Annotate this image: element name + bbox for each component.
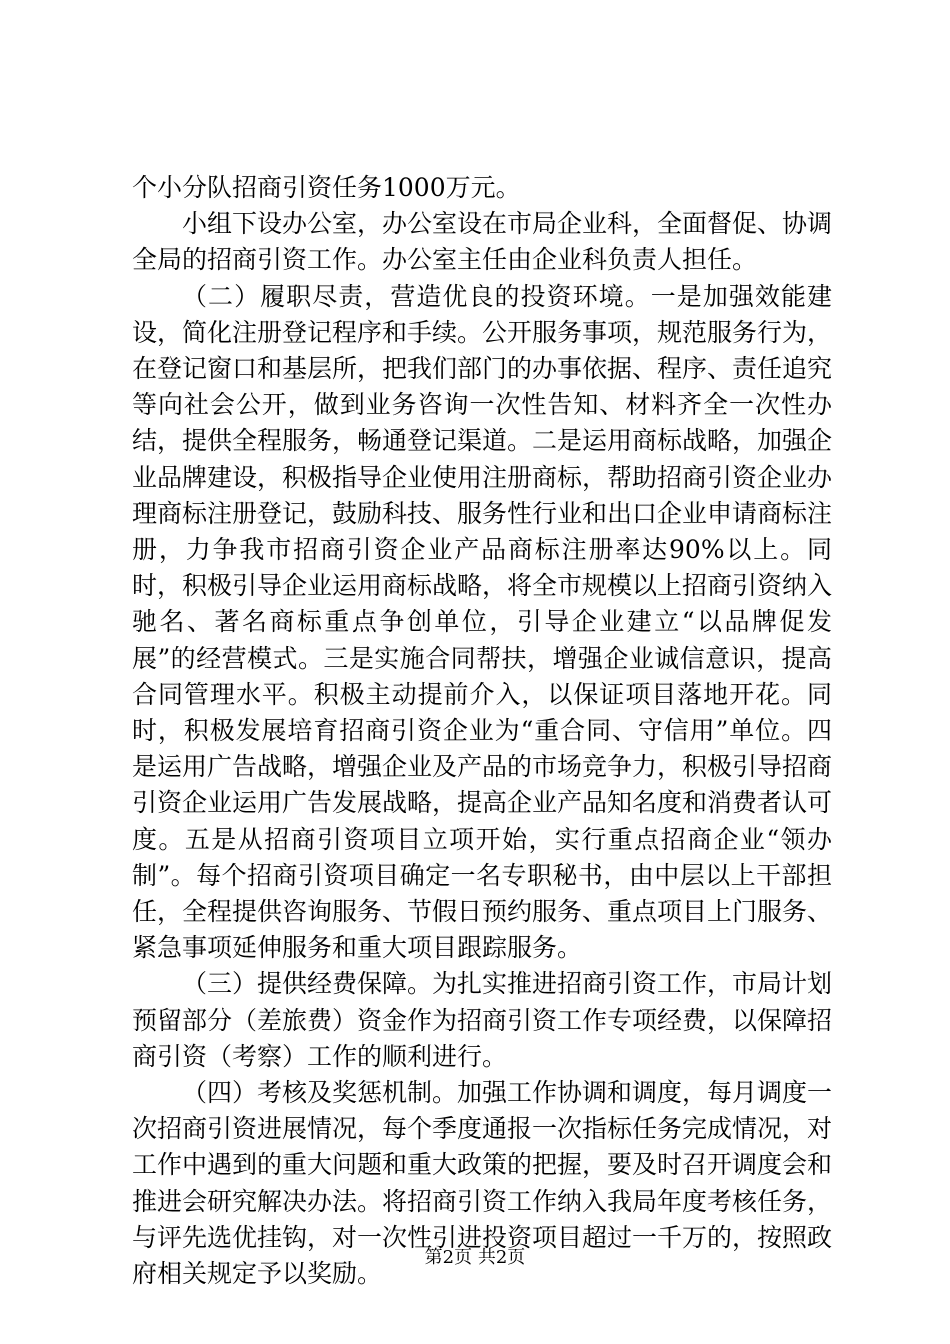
document-body [132, 170, 832, 1292]
page-number-footer: 第2页 共2页 [424, 1247, 526, 1268]
paragraph-section-four: （四）考核及奖惩机制。加强工作协调和调度，每月调度一次招商引资进展情况，每个季度通报一次指标任务完成情况，对工作中遇到的重大问题和重大政策的把握，要及时召开调度会和推进会研究解决办法。将招商引资工作纳入我局年度考核任务，与评先选优挂钩，对一次性引进投资项目超过一千万的，按照政府相关规定予以奖励。 [132, 1078, 833, 1289]
paragraph-section-two: （二）履职尽责，营造优良的投资环境。一是加强效能建设，简化注册登记程序和手续。公开服务事项，规范服务行为，在登记窗口和基层所，把我们部门的办事依据、程序、责任追究等向社会公开，做到业务咨询一次性告知、材料齐全一次性办结，提供全程服务，畅通登记渠道。二是运用商标战略，加强企业品牌建设，积极指导企业使用注册商标，帮助招商引资企业办理商标注册登记，鼓励科技、服务性行业和出口企业申请商标注册，力争我市招商引资企业产品商标注册率达90%以上。同时，积极引导企业运用商标战略，将全市规模以上招商引资纳入驰名、著名商标重点争创单位，引导企业建立“以品牌促发展”的经营模式。三是实施合同帮扶，增强企业诚信意识，提高合同管理水平。积极主动提前介入，以保证项目落地开花。同时，积极发展培育招商引资企业为“重合同、守信用”单位。四是运用广告战略，增强企业及产品的市场竞争力，积极引导招商引资企业运用广告发展战略，提高企业产品知名度和消费者认可度。五是从招商引资项目立项开始，实行重点招商企业“领办制”。每个招商引资项目确定一名专职秘书，由中层以上干部担任，全程提供咨询服务、节假日预约服务、重点项目上门服务、紧急事项延伸服务和重大项目跟踪服务。 [132, 281, 833, 963]
paragraph-office-setup: 小组下设办公室，办公室设在市局企业科，全面督促、协调全局的招商引资工作。办公室主任由企业科负责人担任。 [132, 209, 833, 275]
paragraph-section-three: （三）提供经费保障。为扎实推进招商引资工作，市局计划预留部分（差旅费）资金作为招商引资工作专项经费，以保障招商引资（考察）工作的顺利进行。 [132, 969, 833, 1071]
paragraph-continuation: 个小分队招商引资任务1000万元。 [132, 173, 521, 202]
